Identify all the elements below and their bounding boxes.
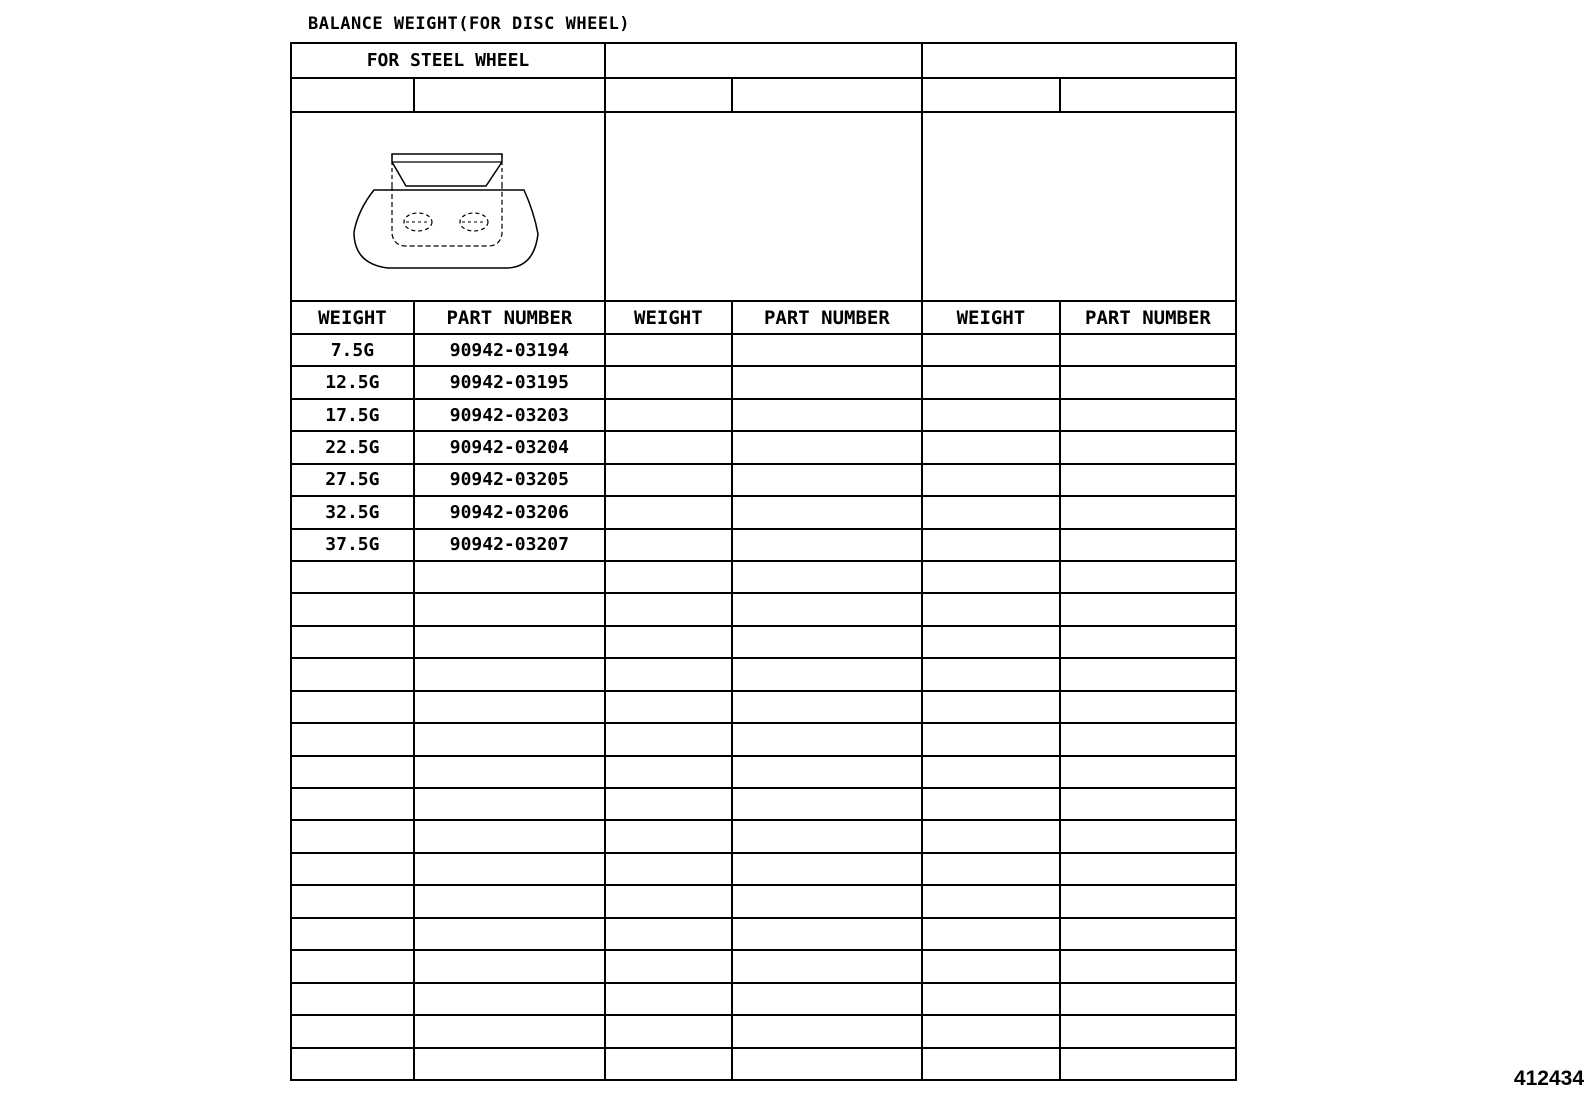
weight-cell xyxy=(605,1048,732,1080)
part-number-cell xyxy=(414,723,605,755)
weight-cell xyxy=(605,918,732,950)
table-row xyxy=(291,658,1236,690)
part-number-cell xyxy=(732,918,922,950)
weight-cell xyxy=(922,529,1060,561)
weight-cell xyxy=(922,464,1060,496)
group-header-row xyxy=(291,43,1236,78)
weight-cell xyxy=(605,529,732,561)
subheader-cell xyxy=(922,78,1060,111)
weight-cell xyxy=(922,561,1060,593)
table-row xyxy=(291,1015,1236,1047)
weight-cell xyxy=(291,788,414,820)
weight-cell xyxy=(291,983,414,1015)
table-row xyxy=(291,950,1236,982)
part-number-cell xyxy=(414,756,605,788)
balance-weight-table xyxy=(290,42,1237,1081)
part-number-cell: 90942-03205 xyxy=(414,464,605,496)
part-number-cell xyxy=(1060,529,1236,561)
part-number-cell xyxy=(414,1048,605,1080)
part-number-cell xyxy=(1060,366,1236,398)
weight-cell: 22.5G xyxy=(291,431,414,463)
weight-cell xyxy=(291,1048,414,1080)
part-number-cell xyxy=(732,431,922,463)
table-row xyxy=(291,820,1236,852)
weight-cell xyxy=(922,399,1060,431)
illustration-cell-3 xyxy=(922,112,1236,302)
weight-cell xyxy=(605,658,732,690)
table-row xyxy=(291,723,1236,755)
table-row xyxy=(291,691,1236,723)
part-number-cell xyxy=(732,885,922,917)
table-row xyxy=(291,983,1236,1015)
weight-cell xyxy=(922,723,1060,755)
part-number-cell xyxy=(732,658,922,690)
part-number-cell xyxy=(1060,496,1236,528)
weight-cell xyxy=(605,464,732,496)
weight-cell xyxy=(922,593,1060,625)
part-number-cell xyxy=(732,756,922,788)
weight-cell xyxy=(291,950,414,982)
part-number-cell xyxy=(414,626,605,658)
weight-cell xyxy=(922,918,1060,950)
part-number-cell xyxy=(732,788,922,820)
weight-cell: 7.5G xyxy=(291,334,414,366)
weight-cell xyxy=(605,496,732,528)
group-header-2 xyxy=(605,43,922,78)
part-number-cell xyxy=(732,399,922,431)
weight-cell xyxy=(291,561,414,593)
weight-cell xyxy=(605,983,732,1015)
subheader-cell xyxy=(605,78,732,111)
table-row xyxy=(291,529,1236,561)
part-number-cell: 90942-03203 xyxy=(414,399,605,431)
part-number-cell xyxy=(1060,756,1236,788)
weight-cell xyxy=(922,366,1060,398)
part-number-column-header: PART NUMBER xyxy=(1060,301,1236,333)
part-number-cell xyxy=(1060,399,1236,431)
weight-cell xyxy=(291,885,414,917)
part-number-cell xyxy=(732,1048,922,1080)
part-number-cell xyxy=(732,366,922,398)
weight-cell xyxy=(922,334,1060,366)
reference-number: 412434 xyxy=(1513,1067,1584,1090)
weight-cell xyxy=(605,950,732,982)
part-number-cell xyxy=(732,820,922,852)
part-number-cell xyxy=(1060,691,1236,723)
part-number-cell xyxy=(1060,593,1236,625)
table-row xyxy=(291,593,1236,625)
part-number-cell xyxy=(414,853,605,885)
weight-cell xyxy=(605,853,732,885)
part-number-cell xyxy=(1060,626,1236,658)
part-number-cell xyxy=(414,1015,605,1047)
subheader-cell xyxy=(414,78,605,111)
weight-cell xyxy=(291,820,414,852)
part-number-cell: 90942-03195 xyxy=(414,366,605,398)
weight-cell xyxy=(291,593,414,625)
table-row xyxy=(291,399,1236,431)
part-number-cell xyxy=(732,334,922,366)
part-number-cell xyxy=(1060,723,1236,755)
part-number-cell: 90942-03194 xyxy=(414,334,605,366)
weight-cell: 17.5G xyxy=(291,399,414,431)
table-row xyxy=(291,496,1236,528)
weight-cell: 12.5G xyxy=(291,366,414,398)
weight-cell xyxy=(605,334,732,366)
weight-cell xyxy=(291,691,414,723)
part-number-cell xyxy=(1060,950,1236,982)
part-number-cell xyxy=(414,593,605,625)
weight-cell xyxy=(922,885,1060,917)
weight-cell xyxy=(605,723,732,755)
table-row xyxy=(291,1048,1236,1080)
weight-cell xyxy=(605,431,732,463)
weight-cell xyxy=(605,399,732,431)
part-number-cell xyxy=(1060,918,1236,950)
weight-cell xyxy=(605,885,732,917)
part-number-cell xyxy=(1060,983,1236,1015)
weight-cell xyxy=(605,593,732,625)
table-row xyxy=(291,561,1236,593)
part-number-column-header: PART NUMBER xyxy=(732,301,922,333)
part-number-cell xyxy=(1060,853,1236,885)
weight-cell xyxy=(605,820,732,852)
weight-column-header: WEIGHT xyxy=(605,301,732,333)
group-subheader-row xyxy=(291,78,1236,111)
part-number-cell xyxy=(414,658,605,690)
part-number-cell xyxy=(732,1015,922,1047)
part-number-cell xyxy=(414,950,605,982)
group-header-3 xyxy=(922,43,1236,78)
part-number-cell xyxy=(1060,431,1236,463)
weight-cell xyxy=(922,983,1060,1015)
part-number-cell: 90942-03204 xyxy=(414,431,605,463)
table-row xyxy=(291,464,1236,496)
table-row xyxy=(291,431,1236,463)
table-row xyxy=(291,366,1236,398)
part-number-cell xyxy=(1060,464,1236,496)
part-number-cell xyxy=(414,983,605,1015)
weight-cell xyxy=(291,658,414,690)
part-number-cell xyxy=(732,950,922,982)
weight-cell: 27.5G xyxy=(291,464,414,496)
part-number-cell xyxy=(1060,1015,1236,1047)
part-number-cell xyxy=(732,626,922,658)
weight-cell xyxy=(922,626,1060,658)
weight-cell xyxy=(291,918,414,950)
table-row xyxy=(291,334,1236,366)
weight-cell xyxy=(605,561,732,593)
part-number-cell xyxy=(414,691,605,723)
weight-cell: 37.5G xyxy=(291,529,414,561)
weight-cell xyxy=(605,788,732,820)
column-header-row xyxy=(291,301,1236,333)
part-number-cell xyxy=(1060,561,1236,593)
part-number-column-header: PART NUMBER xyxy=(414,301,605,333)
weight-cell xyxy=(291,723,414,755)
part-number-cell xyxy=(1060,334,1236,366)
weight-cell xyxy=(605,366,732,398)
part-number-cell xyxy=(414,918,605,950)
weight-cell xyxy=(605,691,732,723)
table-row xyxy=(291,788,1236,820)
subheader-cell xyxy=(732,78,922,111)
part-number-cell xyxy=(732,593,922,625)
table-row xyxy=(291,626,1236,658)
steel-wheel-illustration-cell xyxy=(291,112,605,302)
part-number-cell xyxy=(1060,788,1236,820)
part-number-cell xyxy=(732,983,922,1015)
weight-cell xyxy=(922,756,1060,788)
weight-cell xyxy=(605,626,732,658)
part-number-cell xyxy=(732,529,922,561)
part-number-cell xyxy=(732,464,922,496)
weight-cell xyxy=(922,496,1060,528)
part-number-cell xyxy=(1060,1048,1236,1080)
part-number-cell xyxy=(732,723,922,755)
table-row xyxy=(291,853,1236,885)
part-number-cell: 90942-03207 xyxy=(414,529,605,561)
weight-cell xyxy=(922,853,1060,885)
part-number-cell xyxy=(414,820,605,852)
part-number-cell xyxy=(1060,885,1236,917)
weight-cell xyxy=(922,691,1060,723)
part-number-cell xyxy=(1060,658,1236,690)
weight-cell xyxy=(922,788,1060,820)
weight-cell xyxy=(922,820,1060,852)
weight-cell xyxy=(291,626,414,658)
weight-cell xyxy=(922,1015,1060,1047)
weight-cell xyxy=(922,658,1060,690)
weight-cell xyxy=(922,950,1060,982)
weight-cell xyxy=(922,1048,1060,1080)
part-number-cell: 90942-03206 xyxy=(414,496,605,528)
weight-cell: 32.5G xyxy=(291,496,414,528)
clip-on-balance-weight-drawing-icon xyxy=(348,142,548,272)
weight-cell xyxy=(291,756,414,788)
table-row xyxy=(291,885,1236,917)
weight-cell xyxy=(605,1015,732,1047)
weight-cell xyxy=(291,1015,414,1047)
weight-column-header: WEIGHT xyxy=(922,301,1060,333)
illustration-cell-2 xyxy=(605,112,922,302)
subheader-cell xyxy=(1060,78,1236,111)
part-number-cell xyxy=(732,561,922,593)
part-number-cell xyxy=(414,788,605,820)
part-number-cell xyxy=(1060,820,1236,852)
weight-cell xyxy=(291,853,414,885)
group-header-steel-wheel: FOR STEEL WHEEL xyxy=(291,43,605,78)
part-number-cell xyxy=(732,853,922,885)
subheader-cell xyxy=(291,78,414,111)
weight-cell xyxy=(605,756,732,788)
illustration-row xyxy=(291,112,1236,302)
part-number-cell xyxy=(414,885,605,917)
part-number-cell xyxy=(414,561,605,593)
part-number-cell xyxy=(732,691,922,723)
weight-cell xyxy=(922,431,1060,463)
table-row xyxy=(291,918,1236,950)
part-number-cell xyxy=(732,496,922,528)
table-row xyxy=(291,756,1236,788)
weight-column-header: WEIGHT xyxy=(291,301,414,333)
document-title: BALANCE WEIGHT(FOR DISC WHEEL) xyxy=(308,14,631,34)
